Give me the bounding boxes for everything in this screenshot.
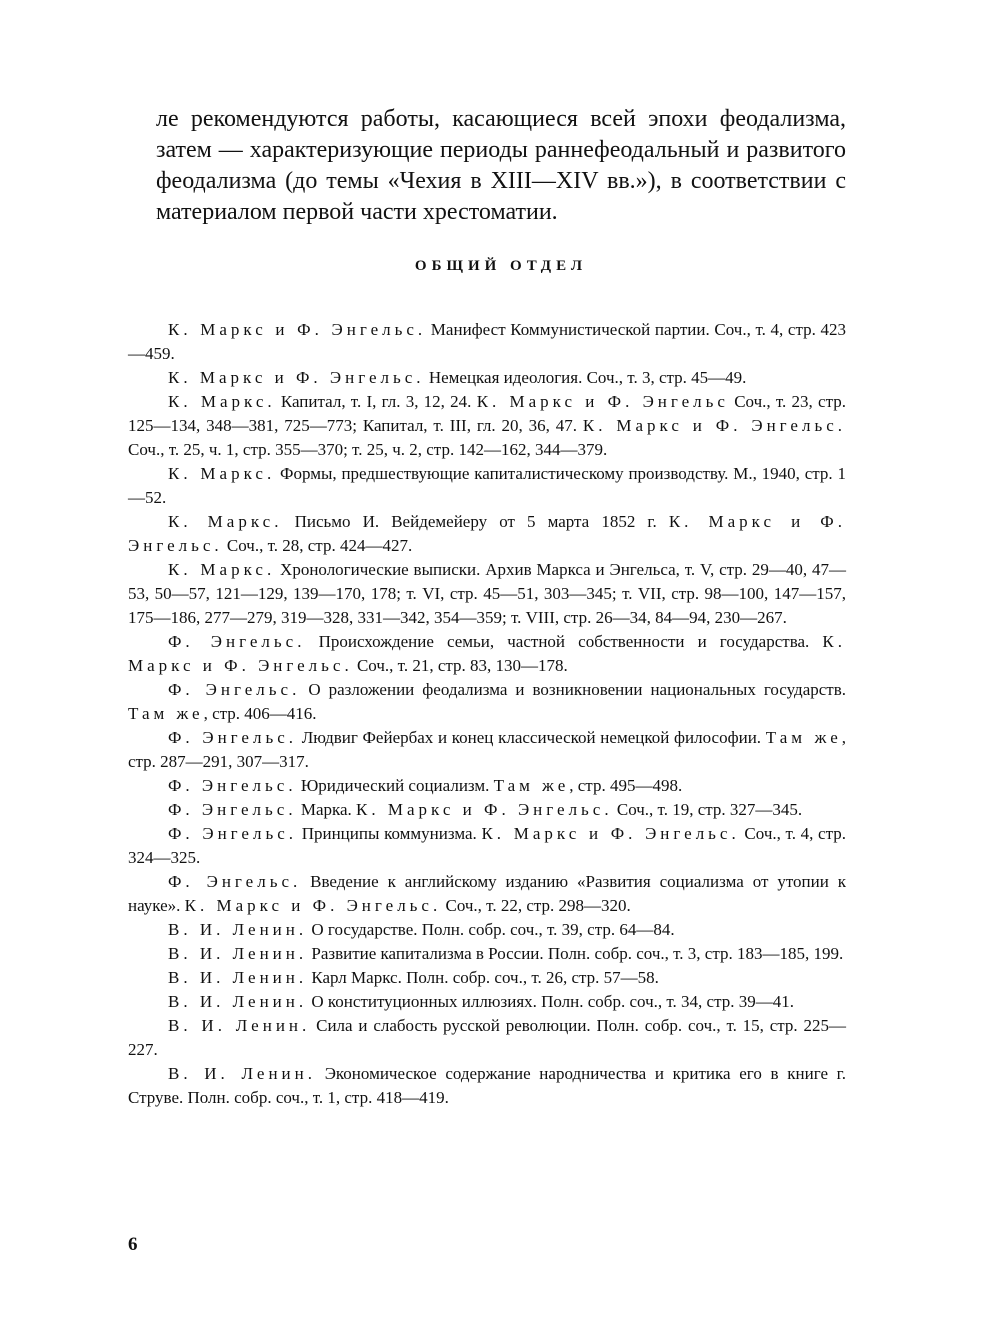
reference-author: К. Маркс и Ф. Энгельс. — [356, 800, 613, 819]
reference-text: Соч., т. 4, стр. 324—325. — [128, 824, 846, 867]
reference-entry — [128, 918, 846, 942]
reference-text: О разложении феодализма и возникновении национальных государств. — [300, 680, 846, 699]
reference-author: В. И. Ленин. — [168, 968, 308, 987]
reference-text: Людвиг Фейербах и конец классической немецкой философии. — [297, 728, 766, 747]
reference-entry — [128, 798, 846, 822]
reference-text: Хронологические выписки. Архив Маркса и Энгельса, т. V, стр. 29—40, 47—53, 50—57, 121—129, 139—170, 178; т. VI, стр. 45—51, 303—345; т. VII, стр. 98—100, 147—157, 175—186, 277—279, 319—328, 331—342, 354—359; т. VIII, стр. 26—34, 84—94, 230—267. — [128, 560, 846, 627]
intro-text: ле рекомендуются работы, касающиеся всей эпохи феодализма, затем — характеризующие периоды раннефеодальный и развитого феодализма (до темы «Чехия в XIII—XIV вв.»), в соответствии с материалом первой части хрестоматии. — [156, 106, 846, 225]
reference-list — [128, 318, 846, 1110]
reference-author: В. И. Ленин. — [168, 992, 308, 1011]
reference-entry — [128, 558, 846, 630]
reference-text: О государстве. Полн. собр. соч., т. 39, стр. 64—84. — [307, 920, 675, 939]
reference-author: К. Маркс. — [168, 392, 276, 411]
reference-author: К. Маркс и Ф. Энгельс. — [582, 416, 846, 435]
reference-text: Письмо И. Вейдемейеру от 5 марта 1852 г. — [282, 512, 669, 531]
reference-text: Введение к английскому изданию «Развития социализма от утопии к науке». — [128, 872, 847, 915]
reference-author: К. Маркс и Ф. Энгельс. — [168, 368, 425, 387]
reference-text: , стр. 495—498. — [569, 776, 683, 795]
reference-text: Соч., т. 21, стр. 83, 130—178. — [352, 656, 568, 675]
reference-author: Ф. Энгельс. — [168, 632, 306, 651]
reference-author: Там же — [493, 776, 570, 795]
reference-author: В. И. Ленин. — [168, 920, 308, 939]
reference-text: Карл Маркс. Полн. собр. соч., т. 26, стр. 57—58. — [307, 968, 659, 987]
reference-text: Экономическое содержание народничества и критика его в книге г. Струве. Полн. собр. соч., т. 1, стр. 418—419. — [128, 1064, 846, 1107]
reference-entry — [128, 510, 846, 558]
reference-author: Там же — [128, 704, 204, 723]
reference-author: К. Маркс и Ф. Энгельс. — [128, 632, 847, 675]
reference-entry — [128, 726, 846, 774]
reference-text: Развитие капитализма в России. Полн. собр. соч., т. 3, стр. 183—185, 199. — [307, 944, 844, 963]
reference-entry — [128, 1014, 846, 1062]
page-number: 6 — [128, 1234, 138, 1255]
reference-author: К. Маркс и Ф. Энгельс. — [481, 824, 740, 843]
reference-author: Ф. Энгельс. — [168, 824, 298, 843]
reference-author: В. И. Ленин. — [168, 1064, 316, 1083]
reference-text: , стр. 406—416. — [203, 704, 317, 723]
reference-text: Капитал, т. I, гл. 3, 12, 24. — [275, 392, 477, 411]
reference-text: Соч., т. 25, ч. 1, стр. 355—370; т. 25, ч. 2, стр. 142—162, 344—379. — [128, 440, 608, 459]
reference-text: Принципы коммунизма. — [297, 824, 482, 843]
reference-entry — [128, 870, 846, 918]
reference-text: Формы, предшествующие капиталистическому производству. М., 1940, стр. 1—52. — [128, 464, 846, 507]
reference-entry — [128, 366, 846, 390]
reference-text: Соч., т. 22, стр. 298—320. — [441, 896, 631, 915]
reference-author: К. Маркс. — [168, 560, 276, 579]
reference-author: К. Маркс и Ф. Энгельс. — [168, 320, 427, 339]
reference-author: Ф. Энгельс. — [168, 680, 301, 699]
section-heading: ОБЩИЙ ОТДЕЛ — [414, 258, 588, 274]
reference-author: К. Маркс и Ф. Энгельс. — [128, 512, 846, 555]
reference-entry — [128, 942, 846, 966]
reference-author: К. Маркс и Ф. Энгельс. — [184, 896, 442, 915]
reference-author: К. Маркс. — [168, 464, 276, 483]
reference-entry — [128, 390, 846, 462]
reference-text: Манифест Коммунистической партии. Соч., т. 4, стр. 423—459. — [128, 320, 846, 363]
reference-entry — [128, 966, 846, 990]
reference-text: Происхождение семьи, частной собственности и государства. — [305, 632, 823, 651]
reference-text: Соч., т. 19, стр. 327—345. — [612, 800, 803, 819]
reference-author: К. Маркс и Ф. Энгельс — [476, 392, 729, 411]
reference-text: Соч., т. 28, стр. 424—427. — [222, 536, 413, 555]
intro-paragraph — [156, 104, 846, 228]
reference-text: Сила и слабость русской революции. Полн. собр. соч., т. 15, стр. 225—227. — [128, 1016, 847, 1059]
reference-text: Соч., т. 23, стр. 125—134, 348—381, 725—773; Капитал, т. III, гл. 20, 36, 47. — [128, 392, 846, 435]
reference-author: Там же — [765, 728, 842, 747]
reference-entry — [128, 630, 846, 678]
reference-entry — [128, 822, 846, 870]
reference-author: К. Маркс. — [168, 512, 283, 531]
reference-author: В. И. Ленин. — [168, 1016, 311, 1035]
reference-entry — [128, 774, 846, 798]
reference-text: , стр. 287—291, 307—317. — [128, 728, 846, 771]
reference-text: Немецкая идеология. Соч., т. 3, стр. 45—49. — [424, 368, 747, 387]
reference-author: Ф. Энгельс. — [168, 776, 297, 795]
reference-author: В. И. Ленин. — [168, 944, 308, 963]
reference-author: Ф. Энгельс. — [168, 728, 298, 747]
reference-text: Юридический социализм. — [296, 776, 494, 795]
reference-author: Ф. Энгельс. — [168, 800, 297, 819]
reference-text: О конституционных иллюзиях. Полн. собр. соч., т. 34, стр. 39—41. — [307, 992, 794, 1011]
reference-entry — [128, 318, 846, 366]
reference-entry — [128, 462, 846, 510]
reference-entry — [128, 990, 846, 1014]
reference-entry — [128, 1062, 846, 1110]
reference-author: Ф. Энгельс. — [168, 872, 302, 891]
reference-entry — [128, 678, 846, 726]
reference-text: Марка. — [296, 800, 357, 819]
